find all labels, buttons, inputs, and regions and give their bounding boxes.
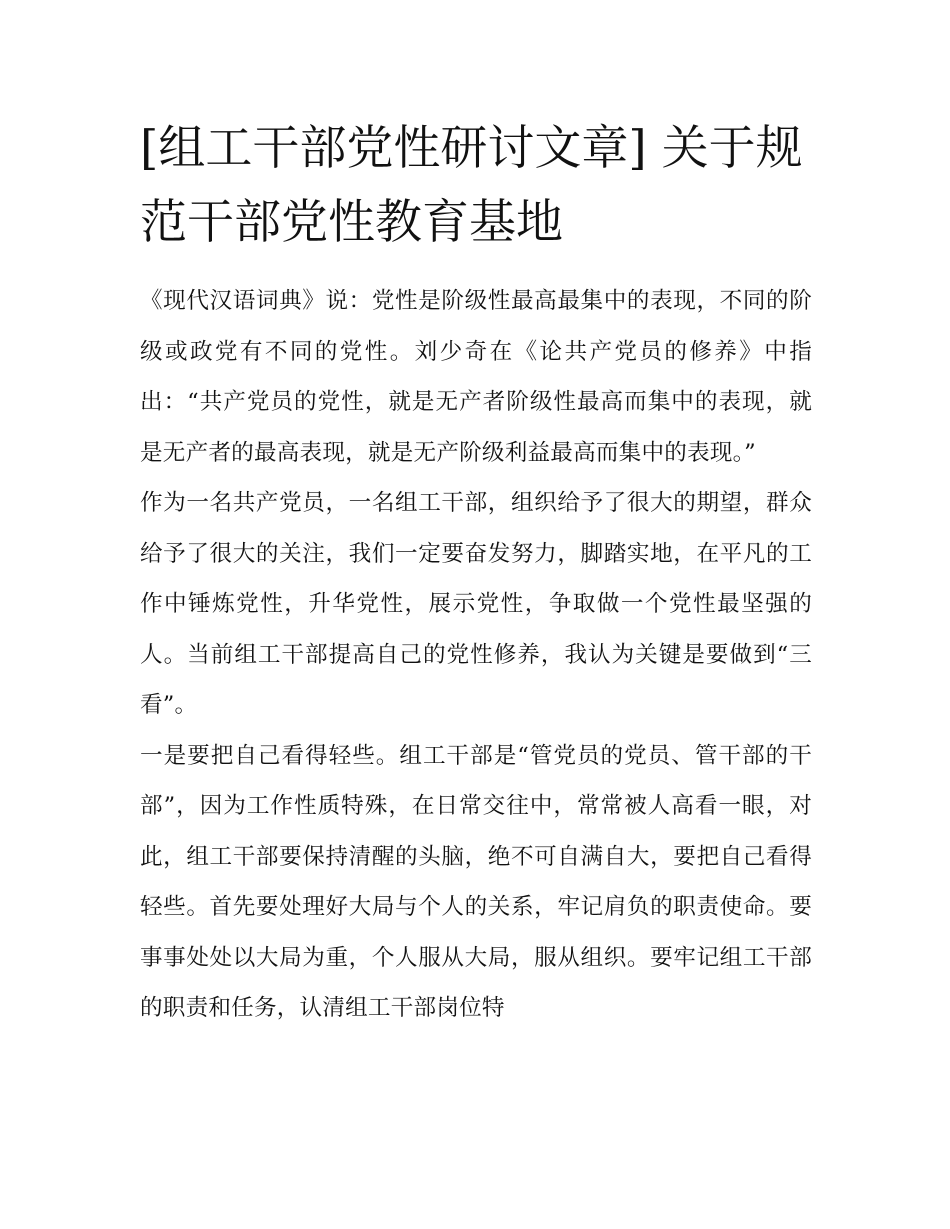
document-title: [组工干部党性研讨文章] 关于规范干部党性教育基地 — [140, 121, 803, 250]
paragraph-party-member-duty: 作为一名共产党员，一名组工干部，组织给予了很大的期望，群众给予了很大的关注，我们一定要奋发努力，脚踏实地，在平凡的工作中锤炼党性，升华党性，展示党性，争取做一个党性最坚强的人。当前组工干部提高自己的党性修养，我认为关键是要做到“三看”。 — [140, 490, 812, 718]
paragraph-see-self-lightly: 一是要把自己看得轻些。组工干部是“管党员的党员、管干部的干部”，因为工作性质特殊，在日常交往中，常常被人高看一眼，对此，组工干部要保持清醒的头脑，绝不可自满自大，要把自己看得轻些。首先要处理好大局与个人的关系，牢记肩负的职责使命。要事事处处以大局为重，个人服从大局，服从组织。要牢记组工干部的职责和任务，认清组工干部岗位特 — [140, 742, 812, 1021]
paragraph-dictionary-definition: 《现代汉语词典》说：党性是阶级性最高最集中的表现，不同的阶级或政党有不同的党性。刘少奇在《论共产党员的修养》中指出：“共产党员的党性，就是无产者阶级性最高而集中的表现，就是无产者的最高表现，就是无产阶级利益最高而集中的表现。” — [140, 288, 812, 466]
document-body — [140, 112, 812, 1034]
